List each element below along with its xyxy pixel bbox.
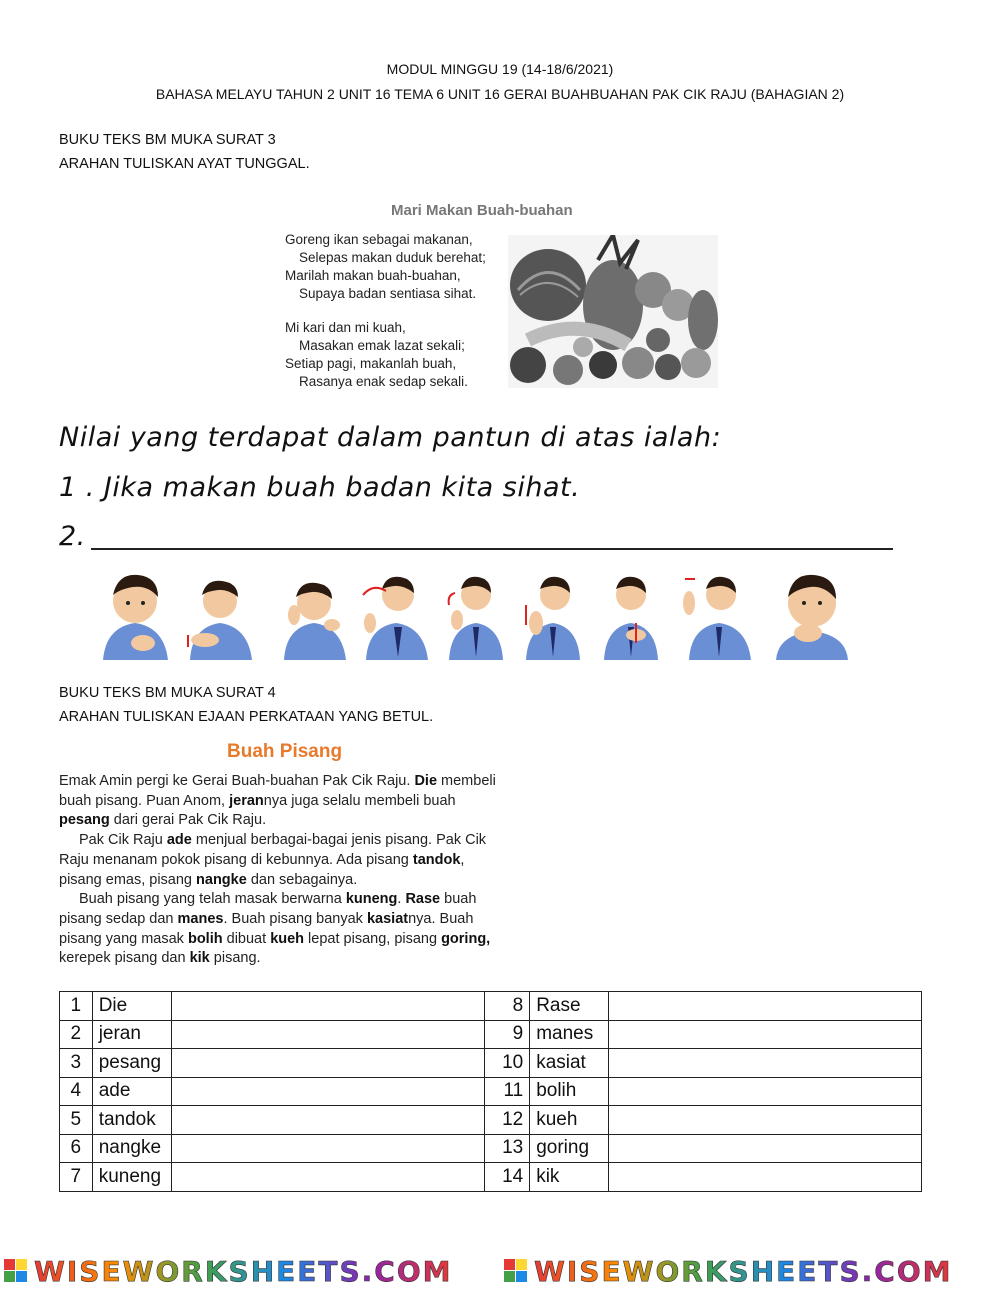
sign-language-figure [445,565,507,660]
misspelled-word: pesang [92,1049,171,1078]
section1-instruction: ARAHAN TULISKAN AYAT TUNGGAL. [59,156,310,172]
misspelled-word: ade [92,1077,171,1106]
row-number: 5 [60,1106,93,1135]
table-row [60,1049,922,1078]
poem-line: Masakan emak lazat sekali; [299,338,465,353]
row-number: 3 [60,1049,93,1078]
poem-line: Marilah makan buah-buahan, [285,268,461,283]
answer-cell[interactable] [171,992,484,1021]
misspelled-word: jeran [92,1020,171,1049]
answer-cell[interactable] [608,1163,921,1192]
row-number: 8 [484,992,530,1021]
sign-language-figure [180,565,258,660]
poem-line: Rasanya enak sedap sekali. [299,374,468,389]
row-number: 2 [60,1020,93,1049]
misspelled-word: kik [530,1163,609,1192]
spelling-table [59,991,922,1192]
watermark-text-1: WISEWORKSHEETS.COM [34,1256,453,1286]
answer-cell[interactable] [171,1106,484,1135]
poem-line: Selepas makan duduk berehat; [299,250,486,265]
row-number: 10 [484,1049,530,1078]
sign-language-figure [675,565,755,660]
sign-language-figure [772,565,852,660]
row-number: 6 [60,1134,93,1163]
watermark-text-2: WISEWORKSHEETS.COM [534,1256,953,1286]
misspelled-word: kuneng [92,1163,171,1192]
table-row [60,1077,922,1106]
row-number: 9 [484,1020,530,1049]
module-title: MODUL MINGGU 19 (14-18/6/2021) [386,61,614,77]
row-number: 7 [60,1163,93,1192]
row-number: 1 [60,992,93,1021]
answer-cell[interactable] [608,1049,921,1078]
row-number: 12 [484,1106,530,1135]
sign-language-figure [358,565,430,660]
poem-line: Mi kari dan mi kuah, [285,320,406,335]
table-row [60,1020,922,1049]
row-number: 14 [484,1163,530,1192]
table-row [60,992,922,1021]
misspelled-word: goring [530,1134,609,1163]
sign-language-figure [522,565,584,660]
misspelled-word: Rase [530,992,609,1021]
answer-cell[interactable] [171,1020,484,1049]
logo-icon [4,1259,27,1282]
passage-text: Emak Amin pergi ke Gerai Buah-buahan Pak Cik Raju. Die membeli buah pisang. Puan Anom, jerannya juga selalu membeli buah pesang dari gerai Pak Cik Raju. Pak Cik Raju ade menjual berbagai-bagai jenis pisang. Pak Cik Raju menanam pokok pisang di kebunnya. Ada pisang tandok, pisang emas, pisang nangke dan sebagainya. Buah pisang yang telah masak berwarna kuneng. Rase buah pisang sedap dan manes. Buah pisang banyak kasiatnya. Buah pisang yang masak bolih dibuat kueh lepat pisang, pisang goring, kerepek pisang dan kik pisang. [59,773,496,967]
sign-language-figure [600,565,662,660]
subject-title: BAHASA MELAYU TAHUN 2 UNIT 16 TEMA 6 UNIT 16 GERAI BUAHBUAHAN PAK CIK RAJU (BAHAGIAN 2) [155,86,845,102]
misspelled-word: Die [92,992,171,1021]
answer-cell[interactable] [608,1106,921,1135]
section2-instruction: ARAHAN TULISKAN EJAAN PERKATAAN YANG BETUL. [59,709,434,725]
misspelled-word: kueh [530,1106,609,1135]
row-number: 4 [60,1077,93,1106]
poem-line: Setiap pagi, makanlah buah, [285,356,457,371]
handwritten-answer-1: 1 . Jika makan buah badan kita sihat. [59,472,581,503]
handwritten-prompt: Nilai yang terdapat dalam pantun di atas ialah: [59,422,722,453]
sign-language-figure [98,565,173,660]
handwritten-answer-2-label: 2. [59,521,86,552]
misspelled-word: manes [530,1020,609,1049]
table-row [60,1134,922,1163]
answer-cell[interactable] [608,1134,921,1163]
answer-cell[interactable] [171,1049,484,1078]
sign-language-figure [278,565,350,660]
answer-cell[interactable] [171,1163,484,1192]
passage-title: Buah Pisang [227,741,343,762]
misspelled-word: kasiat [530,1049,609,1078]
wiseworksheets-watermark [0,1256,1000,1286]
answer-cell[interactable] [608,1020,921,1049]
logo-icon [504,1259,527,1282]
misspelled-word: nangke [92,1134,171,1163]
answer-2-blank-line[interactable] [91,548,893,550]
section2-book-ref: BUKU TEKS BM MUKA SURAT 4 [59,685,276,701]
answer-cell[interactable] [171,1077,484,1106]
misspelled-word: bolih [530,1077,609,1106]
fruit-basket-image [508,235,718,388]
section1-book-ref: BUKU TEKS BM MUKA SURAT 3 [59,132,276,148]
poem-title: Mari Makan Buah-buahan [391,202,573,219]
answer-cell[interactable] [171,1134,484,1163]
table-row [60,1106,922,1135]
table-row [60,1163,922,1192]
row-number: 11 [484,1077,530,1106]
answer-cell[interactable] [608,992,921,1021]
misspelled-word: tandok [92,1106,171,1135]
answer-cell[interactable] [608,1077,921,1106]
row-number: 13 [484,1134,530,1163]
poem-line: Goreng ikan sebagai makanan, [285,232,473,247]
poem-line: Supaya badan sentiasa sihat. [299,286,477,301]
